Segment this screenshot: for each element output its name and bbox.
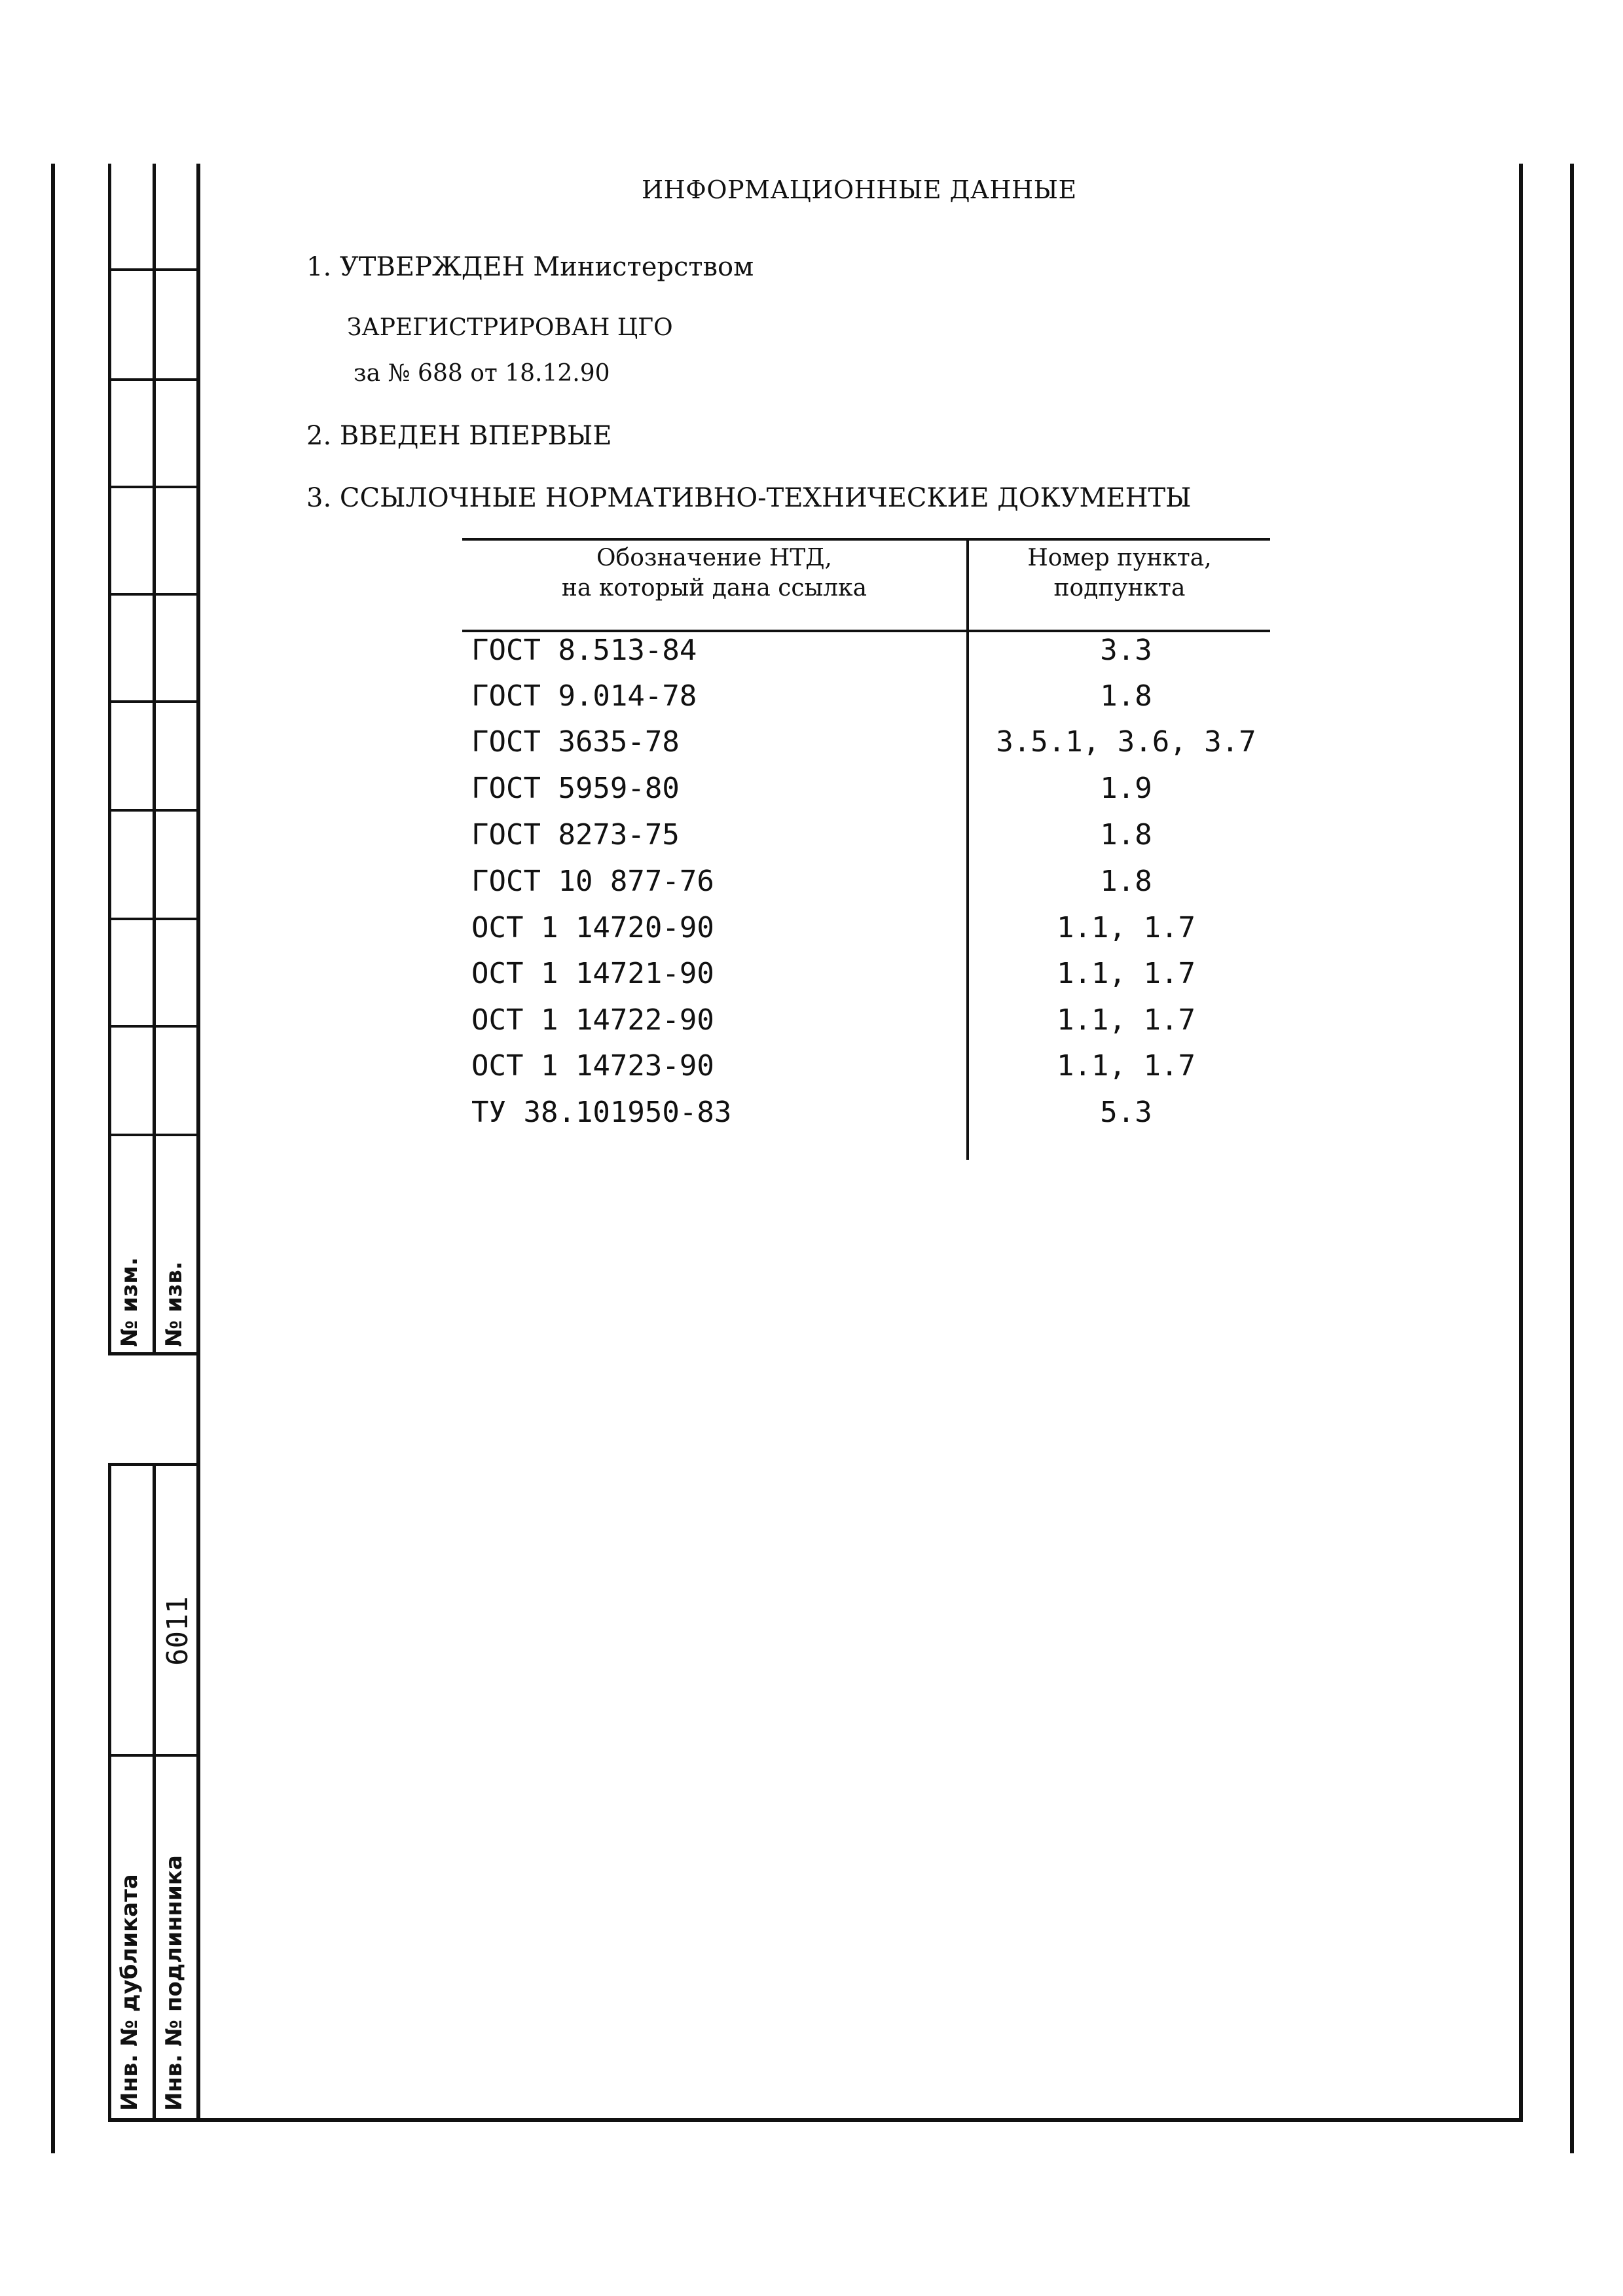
introduced-line: 2. ВВЕДЕН ВПЕРВЫЕ bbox=[306, 421, 612, 451]
table-row-item: 1.1, 1.7 bbox=[1057, 957, 1195, 990]
stamp-col-mid-lower bbox=[153, 1463, 156, 2121]
table-row-code: ОСТ 1 14721-90 bbox=[471, 957, 714, 990]
table-row-item: 1.1, 1.7 bbox=[1057, 1003, 1195, 1037]
frame-right-border bbox=[1519, 164, 1523, 2121]
table-row-item: 1.8 bbox=[1100, 865, 1152, 898]
table-row-item: 1.8 bbox=[1100, 679, 1152, 713]
stamp-row-line bbox=[108, 486, 200, 488]
stamp-row-line bbox=[108, 1463, 200, 1466]
frame-left-border bbox=[196, 164, 200, 2121]
stamp-row-line bbox=[108, 809, 200, 812]
header-designation-line1: Обозначение НТД, bbox=[596, 545, 832, 571]
table-row-code: ОСТ 1 14720-90 bbox=[471, 911, 714, 944]
table-row-item: 3.5.1, 3.6, 3.7 bbox=[996, 725, 1256, 759]
izv-label: № изв. bbox=[161, 1261, 187, 1347]
registration-number: за № 688 от 18.12.90 bbox=[354, 360, 610, 387]
table-row-item: 1.9 bbox=[1100, 772, 1152, 805]
approved-line: 1. УТВЕРЖДЕН Министерством bbox=[306, 252, 754, 282]
inv-podl-label: Инв. № подлинника bbox=[161, 1855, 187, 2111]
header-designation-line2: на который дана ссылка bbox=[561, 575, 867, 601]
izm-label: № изм. bbox=[117, 1257, 143, 1347]
header-item-number bbox=[969, 543, 1270, 603]
inv-podl-value: 6011 bbox=[161, 1596, 194, 1666]
stamp-row-line bbox=[108, 593, 200, 596]
outer-left-border bbox=[51, 164, 55, 2153]
table-row-code: ОСТ 1 14723-90 bbox=[471, 1049, 714, 1083]
table-row-item: 5.3 bbox=[1100, 1096, 1152, 1129]
header-item-line1: Номер пункта, bbox=[1027, 545, 1212, 571]
table-row-code: ГОСТ 3635-78 bbox=[471, 725, 680, 759]
table-row-code: ГОСТ 5959-80 bbox=[471, 772, 680, 805]
stamp-row-line bbox=[108, 1754, 200, 1757]
table-row-item: 1.8 bbox=[1100, 818, 1152, 852]
stamp-row-line bbox=[108, 1352, 200, 1355]
registered-line: ЗАРЕГИСТРИРОВАН ЦГО bbox=[347, 314, 673, 341]
table-row-code: ГОСТ 8.513-84 bbox=[471, 634, 697, 667]
stamp-row-line bbox=[108, 1025, 200, 1028]
table-row-code: ОСТ 1 14722-90 bbox=[471, 1003, 714, 1037]
table-row-code: ГОСТ 8273-75 bbox=[471, 818, 680, 852]
inv-dubl-label: Инв. № дубликата bbox=[117, 1874, 143, 2111]
table-top-rule bbox=[462, 538, 1270, 541]
stamp-row-line bbox=[108, 1134, 200, 1136]
outer-right-border bbox=[1570, 164, 1574, 2153]
frame-bottom-border bbox=[108, 2118, 1523, 2122]
table-row-item: 1.1, 1.7 bbox=[1057, 911, 1195, 944]
table-header-rule bbox=[462, 630, 1270, 632]
stamp-row-line bbox=[108, 378, 200, 381]
stamp-col-left-lower bbox=[108, 1463, 111, 2121]
table-row-item: 1.1, 1.7 bbox=[1057, 1049, 1195, 1083]
table-row-code: ГОСТ 9.014-78 bbox=[471, 679, 697, 713]
table-row-item: 3.3 bbox=[1100, 634, 1152, 667]
stamp-row-line bbox=[108, 700, 200, 703]
table-row-code: ТУ 38.101950-83 bbox=[471, 1096, 732, 1129]
references-heading: 3. ССЫЛОЧНЫЕ НОРМАТИВНО-ТЕХНИЧЕСКИЕ ДОКУМЕНТЫ bbox=[306, 483, 1192, 513]
stamp-row-line bbox=[108, 918, 200, 920]
stamp-col-left bbox=[108, 164, 111, 1355]
table-row-code: ГОСТ 10 877-76 bbox=[471, 865, 714, 898]
stamp-col-mid bbox=[153, 164, 156, 1355]
stamp-row-line bbox=[108, 268, 200, 271]
header-designation bbox=[462, 543, 966, 603]
page-title: ИНФОРМАЦИОННЫЕ ДАННЫЕ bbox=[642, 175, 1077, 204]
header-item-line2: подпункта bbox=[1053, 575, 1186, 601]
